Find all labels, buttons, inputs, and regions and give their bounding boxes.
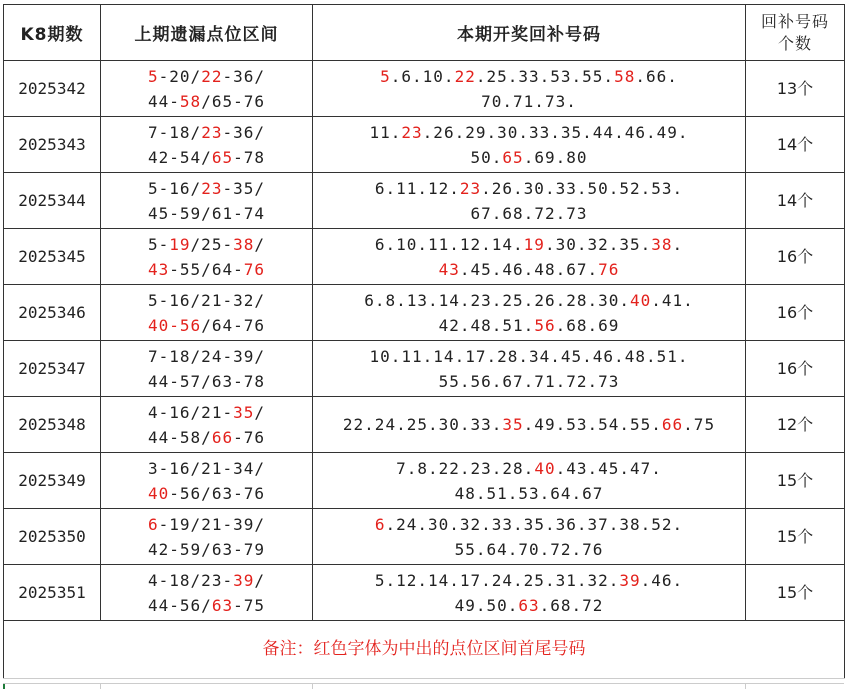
table-row xyxy=(4,565,845,621)
miss-range-cell xyxy=(101,509,313,565)
highlight-number: 6 xyxy=(148,514,159,534)
miss-line-1 xyxy=(101,568,312,593)
highlight-number: 23 xyxy=(401,122,423,142)
number-text: 49.50. xyxy=(454,595,519,615)
miss-line-2 xyxy=(101,537,312,562)
highlight-number: 19 xyxy=(523,234,545,254)
number-text: 4-18/23- xyxy=(148,570,234,590)
number-text: .46. xyxy=(640,570,684,590)
count-cell: 16个 xyxy=(746,229,845,285)
numbers-line-1 xyxy=(313,120,745,145)
numbers-line-2 xyxy=(313,593,745,618)
numbers-line-2 xyxy=(313,201,745,226)
table-row xyxy=(4,509,845,565)
highlight-number: 19 xyxy=(169,234,191,254)
highlight-number: 23 xyxy=(201,178,223,198)
highlight-number: 39 xyxy=(233,570,255,590)
highlight-number: 35 xyxy=(233,402,255,422)
count-cell: 14个 xyxy=(746,173,845,229)
period-cell: 2025347 xyxy=(4,341,101,397)
number-text: 7-18/ xyxy=(148,122,202,142)
number-text: -78 xyxy=(233,147,265,167)
number-text: .26.29.30.33.35.44.46.49. xyxy=(422,122,689,142)
numbers-line-2 xyxy=(313,481,745,506)
miss-line-2 xyxy=(101,89,312,114)
miss-range-cell xyxy=(101,61,313,117)
number-text: 55.64.70.72.76 xyxy=(454,539,604,559)
table-row xyxy=(4,453,845,509)
number-text: 3-16/21-34/ xyxy=(148,458,265,478)
header-draw-numbers: 本期开奖回补号码 xyxy=(313,5,746,61)
number-text: 48.51.53.64.67 xyxy=(454,483,604,503)
number-text: .45.46.48.67. xyxy=(459,259,599,279)
highlight-number: 43 xyxy=(438,259,460,279)
count-cell: 13个 xyxy=(746,61,845,117)
highlight-number: 40 xyxy=(534,458,556,478)
number-text: 42-54/ xyxy=(148,147,212,167)
highlight-number: 23 xyxy=(201,122,223,142)
number-text: 6.8.13.14.23.25.26.28.30. xyxy=(364,290,631,310)
number-text: 42.48.51. xyxy=(438,315,535,335)
miss-line-2 xyxy=(101,145,312,170)
lottery-table xyxy=(3,4,845,679)
miss-line-2 xyxy=(101,593,312,618)
highlight-number: 65 xyxy=(211,147,234,167)
highlight-number: 35 xyxy=(502,415,524,434)
header-count-line1: 回补号码 xyxy=(760,11,829,31)
note-text: 备注：红色字体为中出的点位区间首尾号码 xyxy=(4,621,845,679)
number-text: .68.72 xyxy=(539,595,604,615)
count-cell: 12个 xyxy=(746,397,845,453)
number-text: 10.11.14.17.28.34.45.46.48.51. xyxy=(369,346,689,366)
number-text: .69.80 xyxy=(523,147,588,167)
note-row xyxy=(4,621,845,679)
miss-range-cell xyxy=(101,341,313,397)
table-row xyxy=(4,341,845,397)
miss-line-1 xyxy=(101,176,312,201)
highlight-number: 22 xyxy=(454,66,476,86)
period-cell: 2025344 xyxy=(4,173,101,229)
number-text: .24.30.32.33.35.36.37.38.52. xyxy=(385,514,684,534)
number-text: .43.45.47. xyxy=(555,458,662,478)
number-text: /64-76 xyxy=(201,315,265,335)
draw-numbers-cell xyxy=(313,509,746,565)
number-text: 70.71.73. xyxy=(481,91,577,111)
numbers-line-1 xyxy=(313,64,745,89)
numbers-line-1 xyxy=(313,456,745,481)
number-text: -36/ xyxy=(222,122,265,142)
miss-range-cell xyxy=(101,173,313,229)
period-cell: 2025346 xyxy=(4,285,101,341)
highlight-number: 39 xyxy=(619,570,641,590)
number-text: 44- xyxy=(148,91,180,111)
highlight-number: 5 xyxy=(148,66,159,86)
number-text: 22.24.25.30.33. xyxy=(342,415,503,434)
highlight-number: 40 xyxy=(148,483,170,503)
sheet-marker xyxy=(3,684,5,689)
table-row xyxy=(4,173,845,229)
numbers-line-2 xyxy=(313,537,745,562)
count-cell: 15个 xyxy=(746,453,845,509)
table-row xyxy=(4,117,845,173)
number-text: 6.10.11.12.14. xyxy=(374,234,524,254)
number-text: 7-18/24-39/ xyxy=(148,346,265,366)
numbers-line-1 xyxy=(313,232,745,257)
number-text: -75 xyxy=(233,595,265,615)
numbers-line-2 xyxy=(313,369,745,394)
number-text: 5-16/21-32/ xyxy=(148,290,265,310)
miss-range-cell xyxy=(101,397,313,453)
draw-numbers-cell xyxy=(313,229,746,285)
number-text: 42-59/63-79 xyxy=(148,539,265,559)
highlight-number: 43 xyxy=(148,259,170,279)
number-text: .41. xyxy=(651,290,694,310)
count-cell: 14个 xyxy=(746,117,845,173)
miss-line-1 xyxy=(101,456,312,481)
highlight-number: 63 xyxy=(518,595,540,615)
header-count xyxy=(746,5,845,61)
miss-line-2 xyxy=(101,313,312,338)
draw-numbers-cell xyxy=(313,117,746,173)
period-cell: 2025348 xyxy=(4,397,101,453)
number-text: -56/63-76 xyxy=(169,483,265,503)
number-text: -36/ xyxy=(222,66,265,86)
draw-numbers-cell xyxy=(313,397,746,453)
numbers-line-1 xyxy=(313,288,745,313)
period-cell: 2025349 xyxy=(4,453,101,509)
highlight-number: 58 xyxy=(614,66,636,86)
number-text: 44-57/63-78 xyxy=(148,371,265,391)
number-text: .68.69 xyxy=(555,315,620,335)
number-text: /25- xyxy=(190,234,234,254)
number-text: 67.68.72.73 xyxy=(470,203,588,223)
number-text: 44-58/ xyxy=(148,427,212,447)
miss-line-1 xyxy=(101,64,312,89)
miss-range-cell xyxy=(101,565,313,621)
highlight-number: 5 xyxy=(380,66,391,86)
highlight-number: 76 xyxy=(243,259,265,279)
period-cell: 2025351 xyxy=(4,565,101,621)
number-text: 44-56/ xyxy=(148,595,212,615)
miss-line-1 xyxy=(101,120,312,145)
miss-line-2 xyxy=(101,425,312,450)
highlight-number: 65 xyxy=(502,147,524,167)
numbers-line-2 xyxy=(313,145,745,170)
number-text: 45-59/61-74 xyxy=(148,203,265,223)
miss-line-1 xyxy=(101,512,312,537)
number-text: .66. xyxy=(635,66,678,86)
draw-numbers-cell xyxy=(313,565,746,621)
number-text: .75 xyxy=(683,415,716,434)
numbers-line-1 xyxy=(313,344,745,369)
number-text: 4-16/21- xyxy=(148,402,234,422)
count-cell: 15个 xyxy=(746,509,845,565)
highlight-number: 66 xyxy=(661,415,684,434)
period-cell: 2025342 xyxy=(4,61,101,117)
number-text: . xyxy=(672,234,684,254)
highlight-number: 76 xyxy=(598,259,620,279)
number-text: -19/21-39/ xyxy=(158,514,265,534)
header-period: K8期数 xyxy=(4,5,101,61)
miss-line-2 xyxy=(101,369,312,394)
count-cell: 16个 xyxy=(746,285,845,341)
period-cell: 2025343 xyxy=(4,117,101,173)
period-cell: 2025345 xyxy=(4,229,101,285)
numbers-line-2 xyxy=(313,89,745,114)
draw-numbers-cell xyxy=(313,285,746,341)
number-text: / xyxy=(254,234,265,254)
miss-line-1 xyxy=(101,288,312,313)
header-count-line2: 个数 xyxy=(777,33,812,53)
count-cell: 16个 xyxy=(746,341,845,397)
number-text: 50. xyxy=(470,147,503,167)
highlight-number: 58 xyxy=(179,91,202,111)
miss-line-1 xyxy=(101,400,312,425)
number-text: .26.30.33.50.52.53. xyxy=(481,178,684,198)
highlight-number: 38 xyxy=(233,234,255,254)
number-text: 5-16/ xyxy=(148,178,202,198)
number-text: 5.12.14.17.24.25.31.32. xyxy=(374,570,620,590)
table-row xyxy=(4,61,845,117)
number-text: 55.56.67.71.72.73 xyxy=(438,371,620,391)
highlight-number: 38 xyxy=(651,234,673,254)
table-row xyxy=(4,229,845,285)
number-text: .30.32.35. xyxy=(544,234,652,254)
miss-range-cell xyxy=(101,229,313,285)
sheet-footer-gridlines xyxy=(3,683,844,689)
draw-numbers-cell xyxy=(313,173,746,229)
miss-line-2 xyxy=(101,481,312,506)
miss-line-1 xyxy=(101,232,312,257)
number-text: /65-76 xyxy=(201,91,265,111)
number-text: / xyxy=(254,402,265,422)
miss-line-2 xyxy=(101,201,312,226)
period-cell: 2025350 xyxy=(4,509,101,565)
numbers-line-2 xyxy=(313,257,745,282)
number-text: 7.8.22.23.28. xyxy=(396,458,535,478)
number-text: -35/ xyxy=(222,178,265,198)
number-text: .6.10. xyxy=(390,66,455,86)
number-text: -55/64- xyxy=(169,259,244,279)
numbers-line-1 xyxy=(313,568,745,593)
miss-line-2 xyxy=(101,257,312,282)
numbers-line-1 xyxy=(313,412,745,437)
table-row xyxy=(4,397,845,453)
highlight-number: 66 xyxy=(211,427,234,447)
highlight-number: 63 xyxy=(211,595,234,615)
number-text: 11. xyxy=(369,122,402,142)
highlight-number: 6 xyxy=(374,514,386,534)
number-text: -20/ xyxy=(158,66,202,86)
number-text: / xyxy=(254,570,265,590)
header-row xyxy=(4,5,845,61)
table-row xyxy=(4,285,845,341)
numbers-line-1 xyxy=(313,512,745,537)
highlight-number: 40 xyxy=(630,290,652,310)
highlight-number: 22 xyxy=(201,66,223,86)
miss-range-cell xyxy=(101,285,313,341)
highlight-number: 23 xyxy=(459,178,482,198)
numbers-line-2 xyxy=(313,313,745,338)
number-text: 6.11.12. xyxy=(374,178,460,198)
highlight-number: 40-56 xyxy=(148,315,202,335)
count-cell: 15个 xyxy=(746,565,845,621)
highlight-number: 56 xyxy=(534,315,556,335)
miss-line-1 xyxy=(101,344,312,369)
number-text: -76 xyxy=(233,427,265,447)
header-miss-range: 上期遗漏点位区间 xyxy=(101,5,313,61)
draw-numbers-cell xyxy=(313,341,746,397)
number-text: .49.53.54.55. xyxy=(523,415,662,434)
miss-range-cell xyxy=(101,117,313,173)
draw-numbers-cell xyxy=(313,453,746,509)
miss-range-cell xyxy=(101,453,313,509)
number-text: 5- xyxy=(148,234,170,254)
numbers-line-1 xyxy=(313,176,745,201)
number-text: .25.33.53.55. xyxy=(475,66,615,86)
draw-numbers-cell xyxy=(313,61,746,117)
